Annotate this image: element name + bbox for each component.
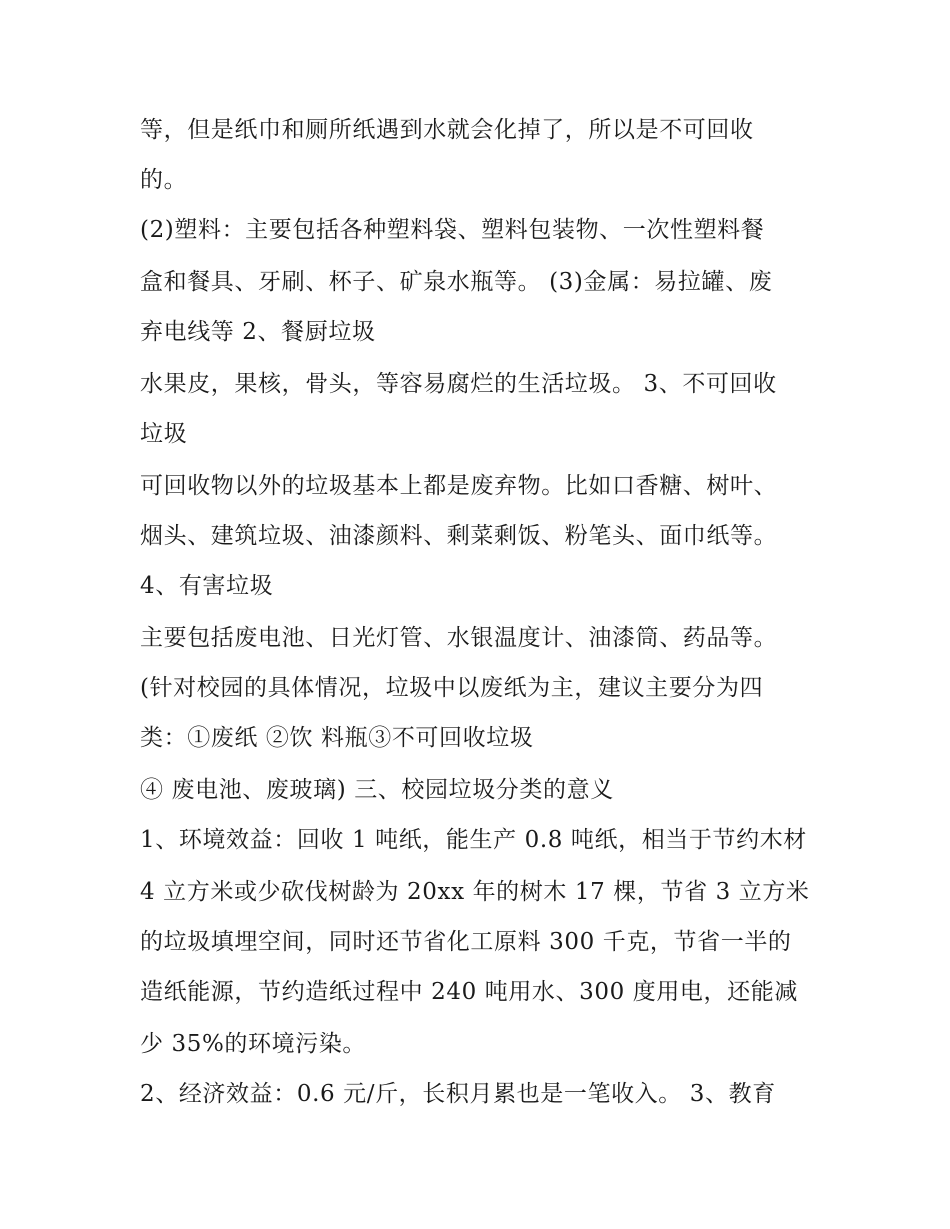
text-line: (针对校园的具体情况，垃圾中以废纸为主，建议主要分为四 [140,675,764,701]
text-line: 的。 [140,167,188,193]
text-line: ④ 废电池、废玻璃) 三、校园垃圾分类的意义 [140,777,614,803]
text-line: 1、环境效益：回收 1 吨纸，能生产 0.8 吨纸，相当于节约木材 [140,827,807,853]
text-line: 盒和餐具、牙刷、杯子、矿泉水瓶等。 (3)金属：易拉罐、废 [140,269,773,295]
text-line: 4、有害垃圾 [140,573,274,599]
text-line: 的垃圾填埋空间，同时还节省化工原料 300 千克，节省一半的 [140,929,792,955]
text-line: 烟头、建筑垃圾、油漆颜料、剩菜剩饭、粉笔头、面巾纸等。 [140,523,778,549]
text-line: 少 35%的环境污染。 [140,1031,367,1057]
text-line: 造纸能源，节约造纸过程中 240 吨用水、300 度用电，还能减 [140,979,798,1005]
text-line: 4 立方米或少砍伐树龄为 20xx 年的树木 17 棵，节省 3 立方米 [140,879,810,905]
text-line: (2)塑料：主要包括各种塑料袋、塑料包装物、一次性塑料餐 [140,217,765,243]
text-line: 水果皮，果核，骨头，等容易腐烂的生活垃圾。 3、不可回收 [140,371,777,397]
text-line: 弃电线等 2、餐厨垃圾 [140,319,376,345]
text-line: 等，但是纸巾和厕所纸遇到水就会化掉了，所以是不可回收 [140,117,754,143]
text-line: 可回收物以外的垃圾基本上都是废弃物。比如口香糖、树叶、 [140,473,778,499]
text-line: 2、经济效益：0.6 元/斤，长积月累也是一笔收入。 3、教育 [140,1081,776,1107]
text-line: 主要包括废电池、日光灯管、水银温度计、油漆筒、药品等。 [140,625,778,651]
text-line: 类：①废纸 ②饮 料瓶③不可回收垃圾 [140,725,534,751]
text-line: 垃圾 [140,421,188,447]
